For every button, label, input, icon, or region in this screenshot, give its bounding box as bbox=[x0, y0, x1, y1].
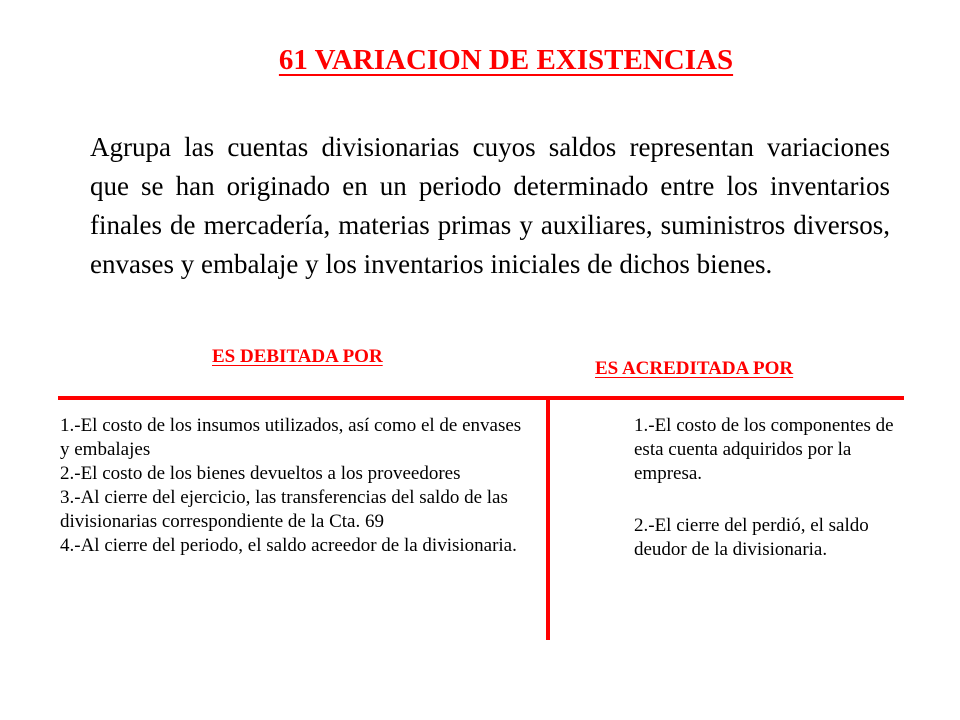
intro-paragraph: Agrupa las cuentas divisionarias cuyos saldos representan variaciones que se han originado en un periodo determinado entre los inventarios finales de mercadería, materias primas y auxiliares, suministros diversos, envases y embalaje y los inventarios iniciales de dichos bienes. bbox=[90, 132, 890, 279]
credit-item-spacer bbox=[634, 486, 924, 514]
debit-item: 2.-El costo de los bienes devueltos a los proveedores bbox=[60, 463, 461, 484]
debit-item: 4.-Al cierre del periodo, el saldo acreedor de la divisionaria. bbox=[60, 535, 517, 556]
credit-list bbox=[634, 414, 924, 562]
t-account-horizontal-rule bbox=[58, 396, 904, 400]
page-title: 61 VARIACION DE EXISTENCIAS bbox=[278, 44, 734, 76]
debit-list bbox=[60, 414, 530, 558]
t-account-vertical-rule bbox=[546, 398, 550, 640]
credit-header: ES ACREDITADA POR bbox=[595, 358, 794, 379]
debit-header: ES DEBITADA POR bbox=[212, 346, 383, 367]
credit-item: 1.-El costo de los componentes de esta cuenta adquiridos por la empresa. bbox=[634, 415, 894, 484]
debit-item: 3.-Al cierre del ejercicio, las transferencias del saldo de las divisionarias correspondiente de la Cta. 69 bbox=[60, 487, 508, 532]
debit-item: 1.-El costo de los insumos utilizados, así como el de envases y embalajes bbox=[60, 415, 522, 460]
credit-item: 2.-El cierre del perdió, el saldo deudor de la divisionaria. bbox=[634, 515, 869, 560]
